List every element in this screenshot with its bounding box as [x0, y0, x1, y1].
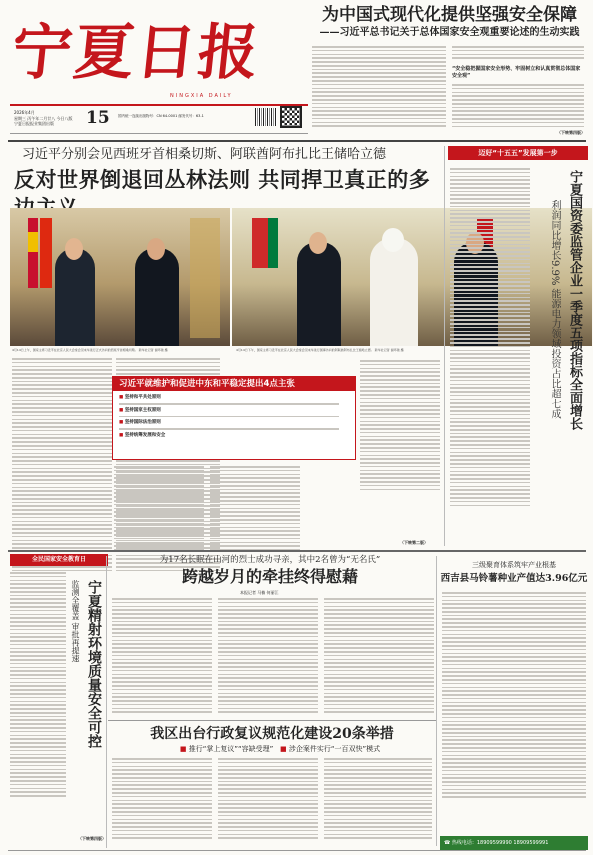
- top-story-title: 为中国式现代化提供坚强安全保障: [322, 5, 577, 25]
- mideast-title: 习近平就维护和促进中东和平稳定提出4点主张: [113, 377, 355, 391]
- mideast-point-4: ■ 坚持统筹发展和安全: [119, 432, 166, 438]
- hotline-label: 热线电话：18909599990 18909599991: [451, 840, 549, 846]
- martyrs-body-1: [112, 598, 212, 713]
- project-headline: 西吉县马铃薯种业产值达3.96亿元: [440, 573, 588, 584]
- masthead: [0, 0, 310, 140]
- top-story-boxed-quote: “安全稳把握国家安全形势、牢固树立和认真贯彻总体国家安全观”: [452, 66, 581, 79]
- masthead-title: 宁夏日报: [8, 18, 264, 88]
- top-story-subtitle: ——习近平总书记关于总体国家安全观重要论述的生动实践: [319, 27, 580, 38]
- barcode: [255, 108, 277, 126]
- photo-uae-meeting: [232, 208, 592, 346]
- top-story-text-left: [312, 46, 446, 127]
- lead-body-col3: [114, 466, 204, 551]
- rule-headline: 我区出台行政复议规范化建设20条举措: [150, 726, 394, 742]
- right-body: [450, 168, 530, 506]
- rule-sub-1: 推行“掌上复议”“容缺受理”: [188, 745, 274, 753]
- martyrs-byline: 本报记者 马楠 何丽江: [240, 590, 279, 595]
- left-body: [10, 572, 66, 797]
- project-pre: 三级聚育体系筑牢产业根基: [472, 561, 556, 569]
- masthead-publisher: 宁夏日报报业集团出版: [14, 121, 54, 126]
- martyrs-body-3: [324, 598, 434, 713]
- phone-icon: ☎: [444, 840, 451, 846]
- lead-body-col5: [360, 360, 440, 490]
- top-story-text-right: [452, 46, 584, 59]
- mideast-box: [112, 376, 356, 460]
- martyrs-headline: 跨越岁月的牵挂终得慰藉: [181, 567, 358, 586]
- lead-body-col4: [210, 466, 300, 551]
- rule-sub-2: 涉企案件实行“一百双快”模式: [288, 745, 381, 753]
- masthead-date: 2026年4月 星期三 丙午年二月廿八 今日八版 宁夏日报报业集团出版: [14, 110, 73, 126]
- page-number: 15: [86, 108, 110, 128]
- martyrs-pre: 为17名长眠在山河的烈士成功寻亲，其中2名曾为“无名氏”: [159, 555, 381, 565]
- rule-subs: ■ 推行“掌上复议”“容缺受理” ■ 涉企案件实行“一百双快”模式: [179, 745, 381, 753]
- rule-body-2: [218, 758, 318, 839]
- martyrs-body-2: [218, 598, 318, 713]
- masthead-pinyin: NINGXIA DAILY: [170, 93, 233, 99]
- qr-code-icon: [280, 106, 302, 128]
- lead-body-col1: [12, 358, 112, 571]
- mideast-point-3: ■ 坚持国际法治原则: [119, 420, 161, 426]
- photo-spain-meeting: [10, 208, 230, 346]
- right-headline-b: 利润同比增长9.9% 能源电力领域投资占比超七成: [549, 200, 560, 419]
- mideast-point-2: ■ 坚持国家主权原则: [119, 407, 161, 413]
- left-continued: （下转第四版）: [78, 836, 106, 841]
- left-tag: 全民国家安全教育日: [10, 554, 108, 566]
- lead-headline: 反对世界倒退回丛林法则 共同捍卫真正的多: [14, 167, 431, 192]
- top-story-continued: （下转第四版）: [557, 130, 585, 135]
- top-story: [312, 4, 587, 138]
- masthead-issn: 国内统一连续出版物号：CN 64-0001 邮发代号：63-1: [118, 114, 204, 118]
- right-headline-a: 宁夏国资委监管企业一季度五项指标全面增长: [567, 170, 582, 430]
- project-body: [442, 592, 586, 798]
- rule-body-1: [112, 758, 212, 839]
- left-headline: 宁夏精射环境质量安全可控: [86, 580, 102, 748]
- hotline-box: [440, 836, 588, 850]
- lead-continued: （下转第二版）: [400, 540, 428, 545]
- mideast-point-1: ■ 坚持和平共处原则: [119, 395, 161, 400]
- rule-body-3: [324, 758, 432, 839]
- caption-spain: 4月14日上午，国家主席习近平在北京人民大会堂会见来华进行正式访问的西班牙首相桑切斯。 新华社记者 谢环驰 摄: [12, 348, 168, 352]
- caption-uae: 4月14日下午，国家主席习近平在北京人民大会堂会见来华进行国事访问的阿联酋阿布扎比王储哈立德。 新华社记者 谢环驰 摄: [236, 348, 404, 352]
- left-subheadline: 监测全覆盖 审批再提速: [71, 580, 80, 663]
- right-tag: 迈好“十五五”发展第一步: [448, 146, 588, 160]
- lead-kicker: 习近平分别会见西班牙首相桑切斯、阿联酋阿布扎比王储哈立德: [22, 147, 387, 162]
